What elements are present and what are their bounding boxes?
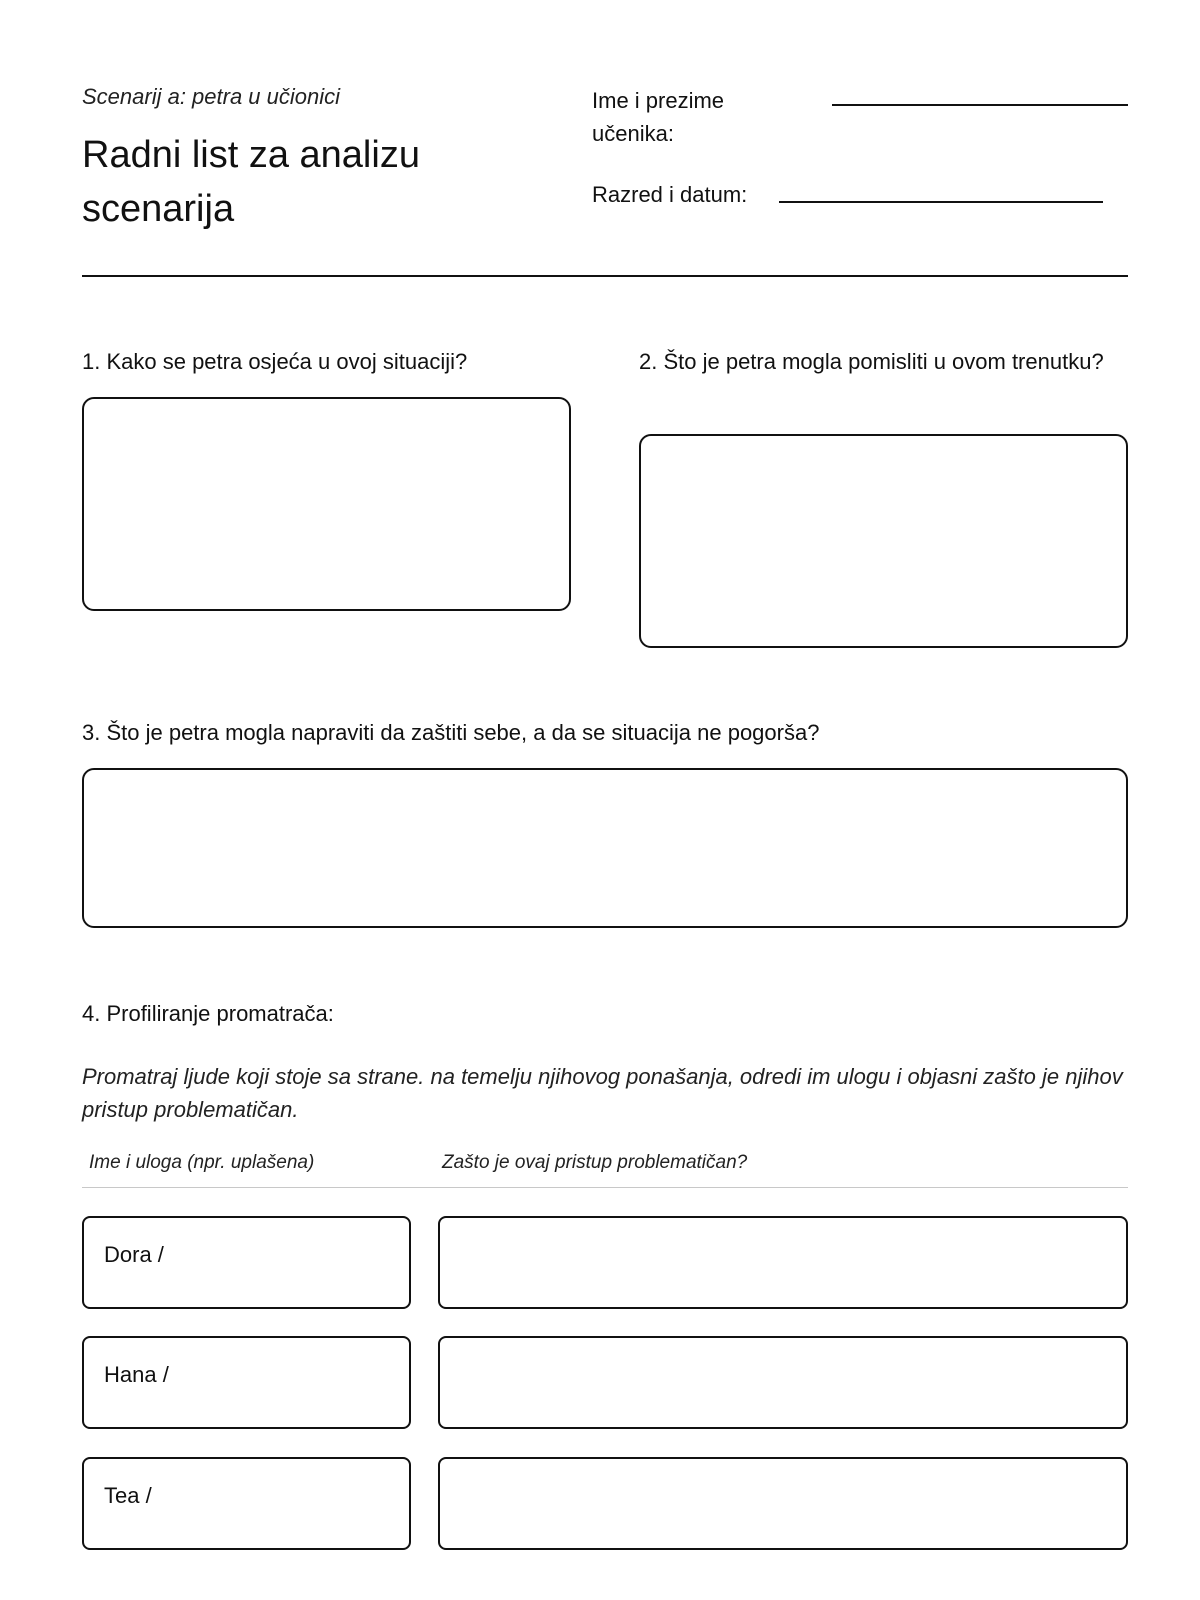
bystander-name-box-hana[interactable] xyxy=(82,1336,411,1429)
question-3-label: 3. Što je petra mogla napraviti da zaštiti sebe, a da se situacija ne pogorša? xyxy=(82,720,820,745)
question-1-answer-box[interactable] xyxy=(82,397,571,611)
column-header-reason: Zašto je ovaj pristup problematičan? xyxy=(442,1152,748,1173)
question-3-answer-box[interactable] xyxy=(82,768,1128,928)
column-header-name-role: Ime i uloga (npr. uplašena) xyxy=(89,1152,315,1173)
bystander-name-text: Hana / xyxy=(104,1362,169,1387)
header-divider xyxy=(82,275,1128,277)
student-name-field[interactable] xyxy=(832,104,1128,106)
question-2-label: 2. Što je petra mogla pomisliti u ovom trenutku? xyxy=(639,349,1104,374)
question-2-answer-box[interactable] xyxy=(639,434,1128,648)
bystander-reason-box-dora[interactable] xyxy=(438,1216,1128,1309)
class-date-label: Razred i datum: xyxy=(592,182,748,207)
question-4-label: 4. Profiliranje promatrača: xyxy=(82,1001,334,1026)
bystander-reason-box-tea[interactable] xyxy=(438,1457,1128,1550)
table-header-divider xyxy=(82,1187,1128,1188)
student-name-label: Ime i prezime učenika: xyxy=(592,88,725,146)
bystander-name-box-dora[interactable] xyxy=(82,1216,411,1309)
bystander-name-text: Tea / xyxy=(104,1483,152,1508)
bystander-name-text: Dora / xyxy=(104,1242,164,1267)
class-date-field[interactable] xyxy=(779,201,1103,203)
profiling-instruction: Promatraj ljude koji stoje sa strane. na temelju njihovog ponašanja, odredi im ulogu i objasni zašto je njihov pristup problematičan. xyxy=(82,1064,1123,1122)
worksheet-page xyxy=(82,0,1128,1600)
scenario-label: Scenarij a: petra u učionici xyxy=(82,84,341,109)
question-1-label: 1. Kako se petra osjeća u ovoj situaciji? xyxy=(82,349,468,374)
bystander-name-box-tea[interactable] xyxy=(82,1457,411,1550)
page-title: Radni list za analizu scenarija xyxy=(82,134,420,230)
bystander-reason-box-hana[interactable] xyxy=(438,1336,1128,1429)
